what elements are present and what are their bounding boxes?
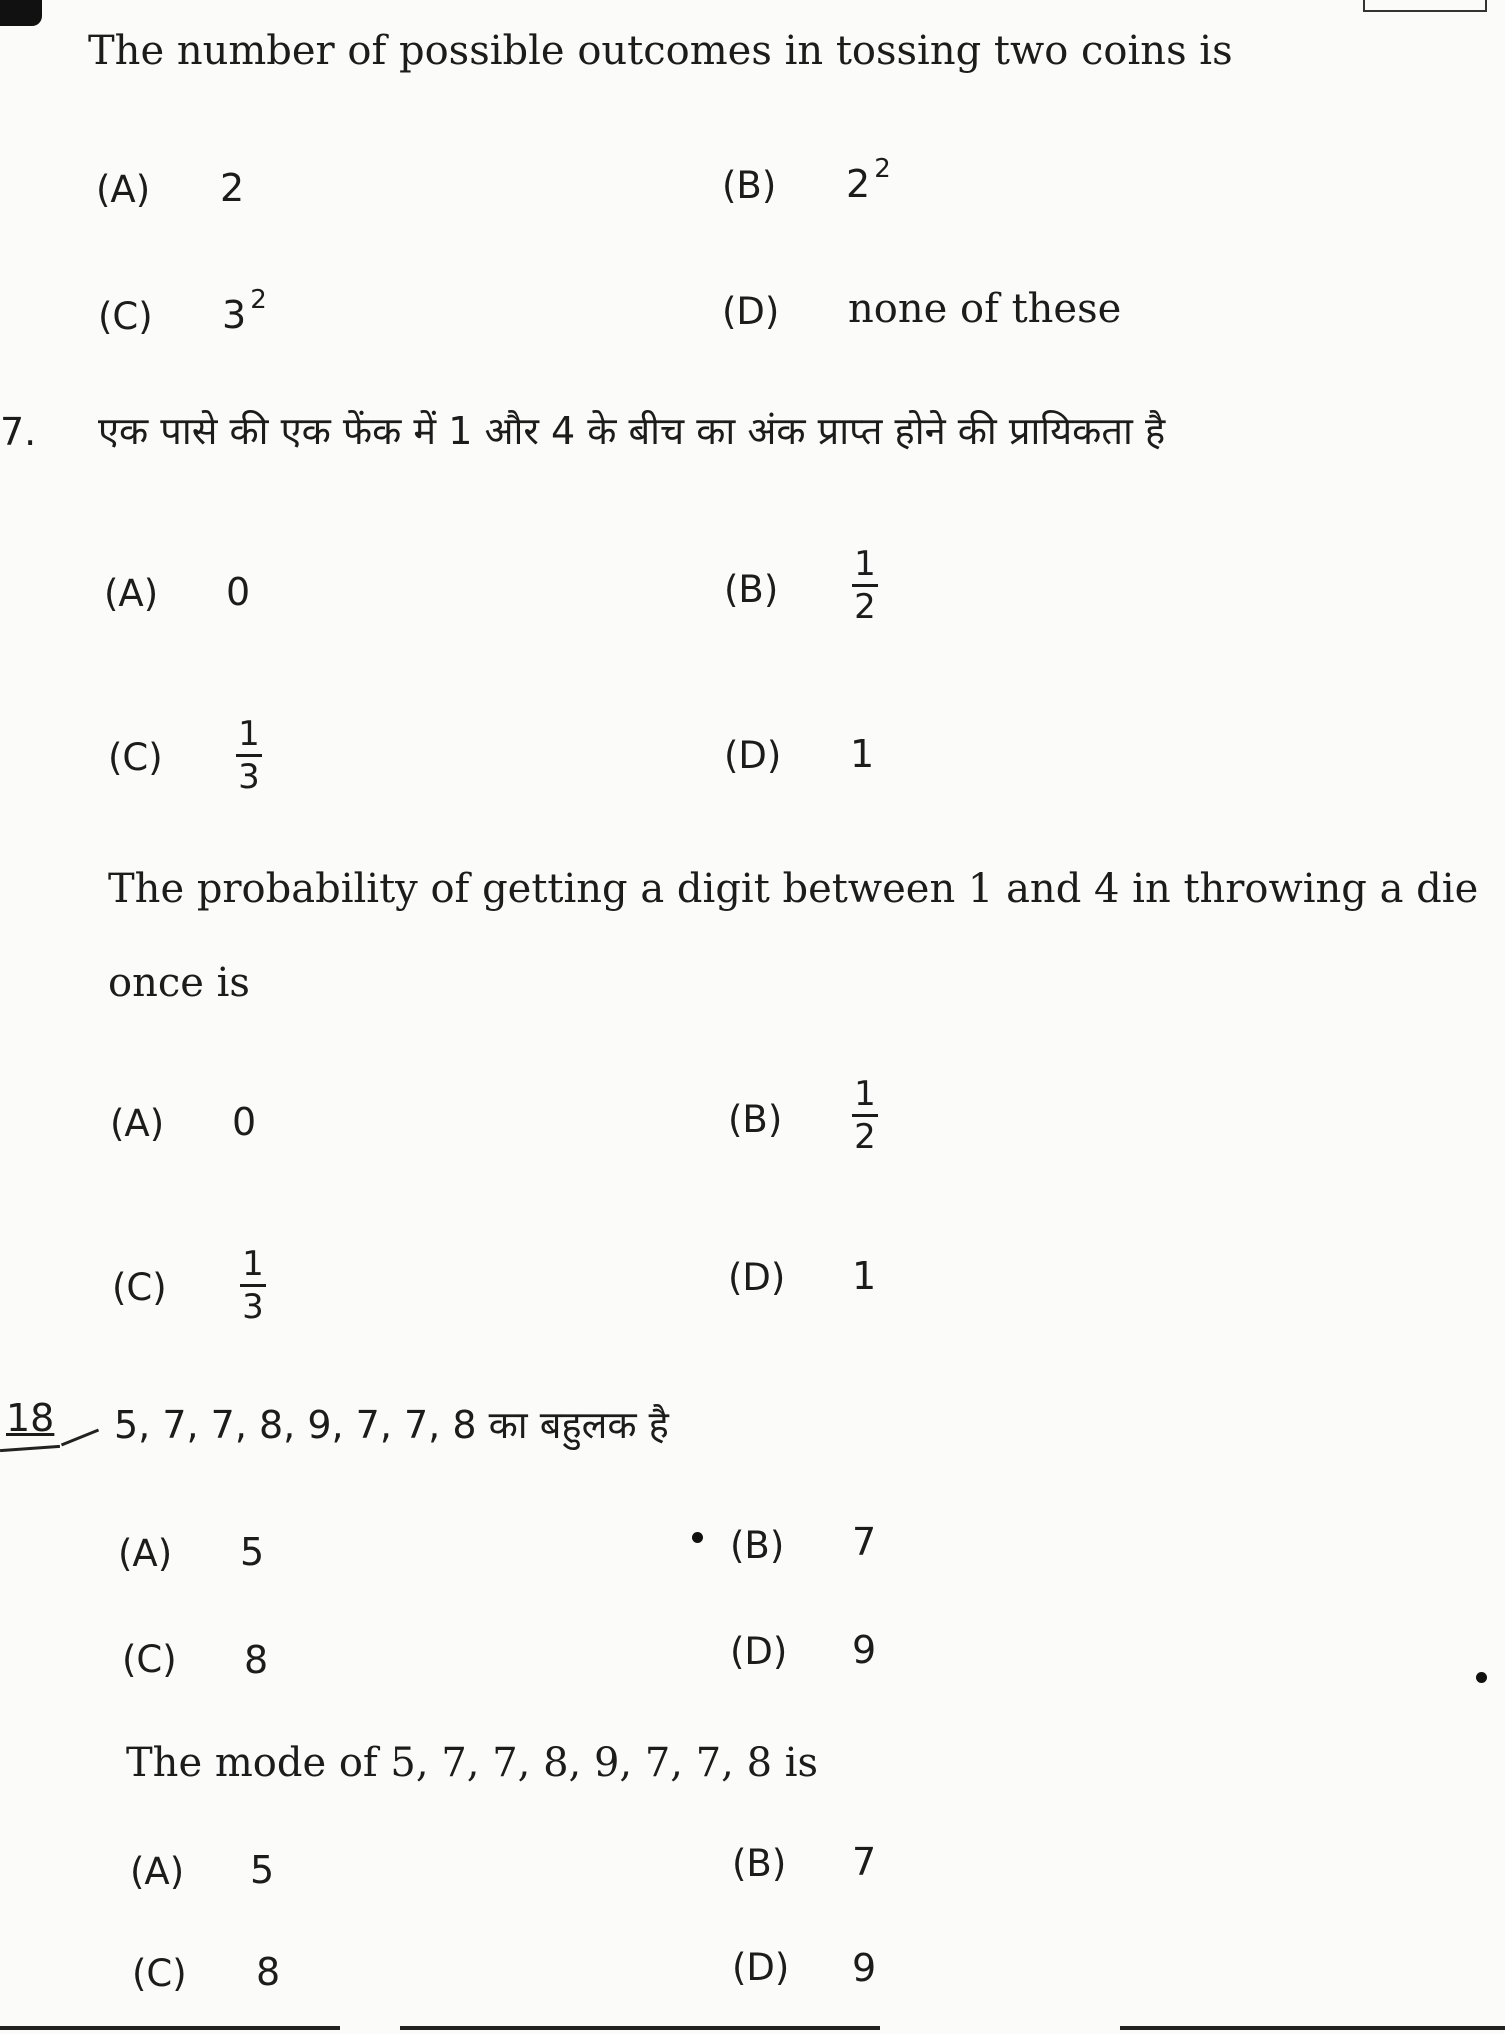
q18-en-option-b-label: (B) [732, 1842, 787, 1885]
q17-hi-option-a-value: 0 [226, 570, 251, 614]
corner-ink-mark [0, 0, 42, 26]
q17-en-option-b-label: (B) [728, 1098, 783, 1141]
q18-english-text: The mode of 5, 7, 7, 8, 9, 7, 7, 8 is [126, 1740, 819, 1786]
q17-hi-option-c-fraction: 1 3 [236, 716, 262, 795]
bottom-rule [1120, 2026, 1505, 2030]
q17-english-text-line1: The probability of getting a digit between 1 and 4 in throwing a die [108, 866, 1479, 912]
pen-mark [61, 1429, 99, 1447]
q16-option-c-value: 3 $^2$ [222, 285, 267, 337]
q16-option-b-label: (B) [722, 164, 777, 207]
q17-en-option-b-fraction: 1 2 [852, 1076, 878, 1155]
q18-en-option-b-value: 7 [852, 1840, 877, 1884]
q18-hi-option-b-value: 7 [852, 1520, 877, 1564]
q16-option-a-value: 2 [220, 166, 245, 210]
q18-en-option-c-value: 8 [256, 1950, 281, 1994]
q18-en-option-a-value: 5 [250, 1848, 275, 1892]
q16-option-c-label: (C) [98, 295, 153, 338]
q18-en-option-a-label: (A) [130, 1850, 185, 1893]
bottom-rule [400, 2026, 880, 2030]
q17-hi-option-d-value: 1 [850, 732, 875, 776]
bottom-rule [0, 2026, 340, 2030]
q17-hi-option-b-label: (B) [724, 568, 779, 611]
q18-number: 18 [6, 1396, 55, 1440]
q18-hi-option-b-label: (B) [730, 1524, 785, 1567]
q18-hindi-text: 5, 7, 7, 8, 9, 7, 7, 8 का बहुलक है [114, 1403, 669, 1447]
q18-hi-option-c-value: 8 [244, 1638, 269, 1682]
q16-question-text: The number of possible outcomes in tossing two coins is [88, 28, 1233, 74]
q16-option-d-value: none of these [848, 286, 1122, 332]
q18-hi-option-c-label: (C) [122, 1638, 177, 1681]
q18-hi-option-a-value: 5 [240, 1530, 265, 1574]
q17-hi-option-d-label: (D) [724, 734, 782, 777]
q17-en-option-a-value: 0 [232, 1100, 257, 1144]
pen-underline [0, 1445, 60, 1452]
q17-hindi-text: एक पासे की एक फेंक में 1 और 4 के बीच का अंक प्राप्त होने की प्रायिकता है [98, 409, 1166, 453]
q17-en-option-d-label: (D) [728, 1256, 786, 1299]
q18-en-option-d-label: (D) [732, 1946, 790, 1989]
q17-en-option-a-label: (A) [110, 1102, 165, 1145]
q17-english-text-line2: once is [108, 960, 250, 1006]
q17-en-option-c-fraction: 1 3 [240, 1246, 266, 1325]
ink-dot [1476, 1672, 1487, 1683]
q18-en-option-d-value: 9 [852, 1946, 877, 1990]
q18-hi-option-d-label: (D) [730, 1630, 788, 1673]
q17-hi-option-c-label: (C) [108, 736, 163, 779]
q18-hi-option-a-label: (A) [118, 1532, 173, 1575]
q17-hi-option-b-fraction: 1 2 [852, 546, 878, 625]
ink-dot [692, 1532, 703, 1543]
q17-en-option-c-label: (C) [112, 1266, 167, 1309]
q16-option-a-label: (A) [96, 168, 151, 211]
q17-en-option-d-value: 1 [852, 1254, 877, 1298]
corner-bracket [1363, 0, 1487, 12]
q18-en-option-c-label: (C) [132, 1952, 187, 1995]
q16-option-d-label: (D) [722, 290, 780, 333]
q18-hi-option-d-value: 9 [852, 1628, 877, 1672]
q17-number: 7. [0, 410, 37, 454]
q16-option-b-value: 2 $^2$ [846, 154, 891, 206]
q17-hi-option-a-label: (A) [104, 572, 159, 615]
